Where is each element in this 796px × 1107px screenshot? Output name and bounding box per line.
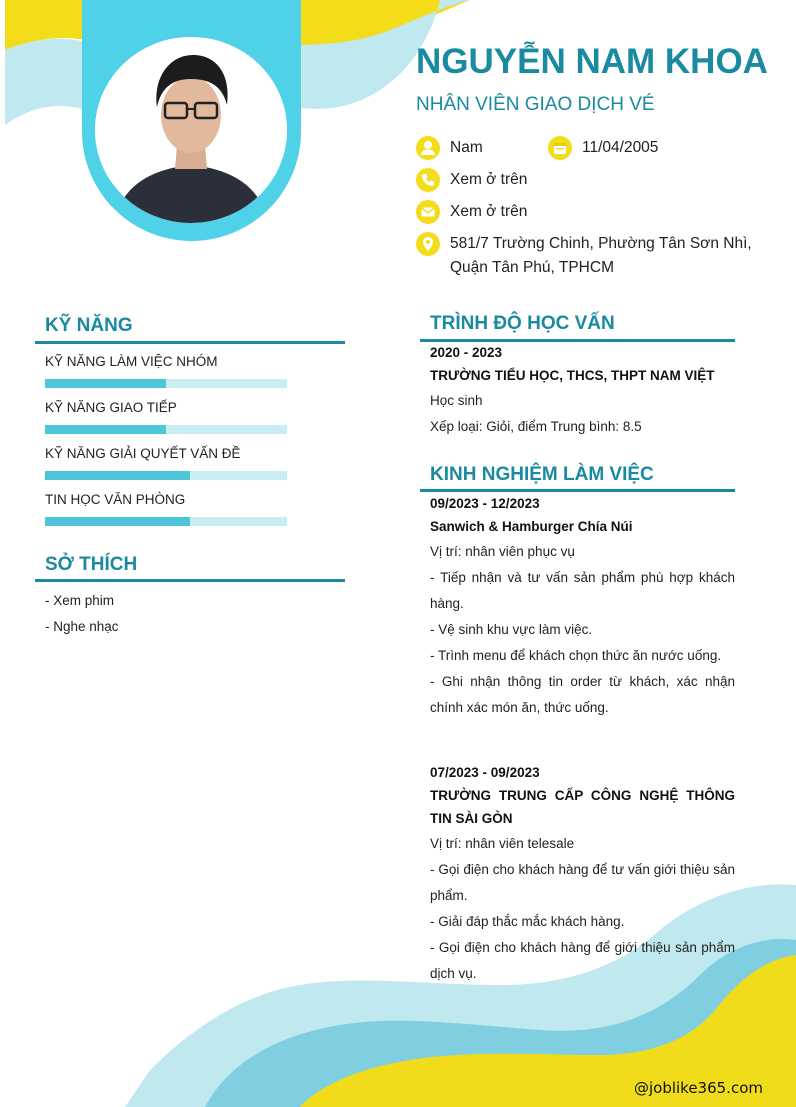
skill-item — [45, 446, 287, 480]
skill-bar — [45, 379, 287, 388]
address-value — [450, 232, 752, 280]
email-icon — [416, 200, 440, 224]
birthdate-row — [548, 136, 658, 160]
top-left-light-wave — [5, 39, 85, 125]
birthdate-value: 11/04/2005 — [582, 139, 659, 156]
address-line-2: Quận Tân Phú, TPHCM — [450, 259, 614, 276]
job-company: Sanwich & Hamburger Chía Núi — [430, 519, 633, 534]
job-position: Vị trí: nhân viên telesale — [430, 836, 575, 851]
phone-row — [416, 168, 527, 192]
skill-bar — [45, 471, 287, 480]
job-duty: - Vệ sinh khu vực làm việc. — [430, 622, 593, 637]
email-row — [416, 200, 527, 224]
skill-bar-fill — [45, 425, 166, 434]
skill-bar — [45, 425, 287, 434]
user-icon — [416, 136, 440, 160]
hobby-item: - Xem phim — [45, 593, 115, 608]
job-duty: - Tiếp nhận và tư vấn sản phẩm phù hợp khách hàng. — [430, 570, 735, 611]
skill-bar-fill — [45, 471, 190, 480]
skills-heading: KỸ NĂNG — [45, 315, 133, 336]
gender-row — [416, 136, 483, 160]
skill-label: KỸ NĂNG GIAO TIẾP — [45, 400, 177, 415]
job-period: 07/2023 - 09/2023 — [430, 765, 540, 780]
email-value: Xem ở trên — [450, 203, 528, 220]
phone-value: Xem ở trên — [450, 171, 528, 188]
skill-bar — [45, 517, 287, 526]
education-grade: Xếp loại: Giỏi, điểm Trung bình: 8.5 — [430, 419, 642, 434]
job-period: 09/2023 - 12/2023 — [430, 496, 540, 511]
education-underline — [420, 339, 735, 342]
education-school: TRƯỜNG TIỂU HỌC, THCS, THPT NAM VIỆT — [430, 368, 715, 383]
skill-item — [45, 400, 287, 434]
skill-label: TIN HỌC VĂN PHÒNG — [45, 492, 186, 507]
skill-bar-fill — [45, 517, 190, 526]
education-heading: TRÌNH ĐỘ HỌC VẤN — [430, 313, 615, 334]
calendar-icon — [548, 136, 572, 160]
skill-item — [45, 354, 287, 388]
job-duty: - Trình menu để khách chọn thức ăn nước uống. — [430, 648, 722, 663]
skill-bar-fill — [45, 379, 166, 388]
address-row — [416, 232, 752, 280]
job-duty: - Ghi nhận thông tin order từ khách, xác nhận chính xác món ăn, thức uống. — [430, 674, 735, 715]
skills-underline — [35, 341, 345, 344]
job-duty: - Gọi điện cho khách hàng để tư vấn giới thiệu sản phẩm. — [430, 862, 735, 903]
profile-photo — [95, 37, 287, 223]
education-period: 2020 - 2023 — [430, 345, 503, 360]
hobby-item: - Nghe nhạc — [45, 619, 119, 634]
education-role: Học sinh — [430, 393, 483, 408]
skill-item — [45, 492, 287, 526]
candidate-name: NGUYỄN NAM KHOA — [416, 42, 768, 81]
hobbies-underline — [35, 579, 345, 582]
experience-underline — [420, 489, 735, 492]
skill-label: KỸ NĂNG GIẢI QUYẾT VẤN ĐỀ — [45, 446, 241, 461]
watermark: @joblike365.com — [633, 1079, 763, 1097]
experience-heading: KINH NGHIỆM LÀM VIỆC — [430, 464, 654, 485]
job-company: TRƯỜNG TRUNG CẤP CÔNG NGHỆ THÔNG TIN SÀI GÒN — [430, 788, 735, 826]
job-duty: - Gọi điện cho khách hàng để giới thiệu sản phẩm dịch vụ. — [430, 940, 735, 981]
gender-value: Nam — [450, 139, 483, 156]
job-duty: - Giải đáp thắc mắc khách hàng. — [430, 914, 625, 929]
job-position: Vị trí: nhân viên phục vụ — [430, 544, 575, 559]
address-line-1: 581/7 Trường Chinh, Phường Tân Sơn Nhì, — [450, 235, 752, 252]
hobbies-heading: SỞ THÍCH — [45, 554, 138, 575]
job-title: NHÂN VIÊN GIAO DỊCH VÉ — [416, 94, 655, 115]
location-icon — [416, 232, 440, 256]
skill-label: KỸ NĂNG LÀM VIỆC NHÓM — [45, 354, 218, 369]
phone-icon — [416, 168, 440, 192]
